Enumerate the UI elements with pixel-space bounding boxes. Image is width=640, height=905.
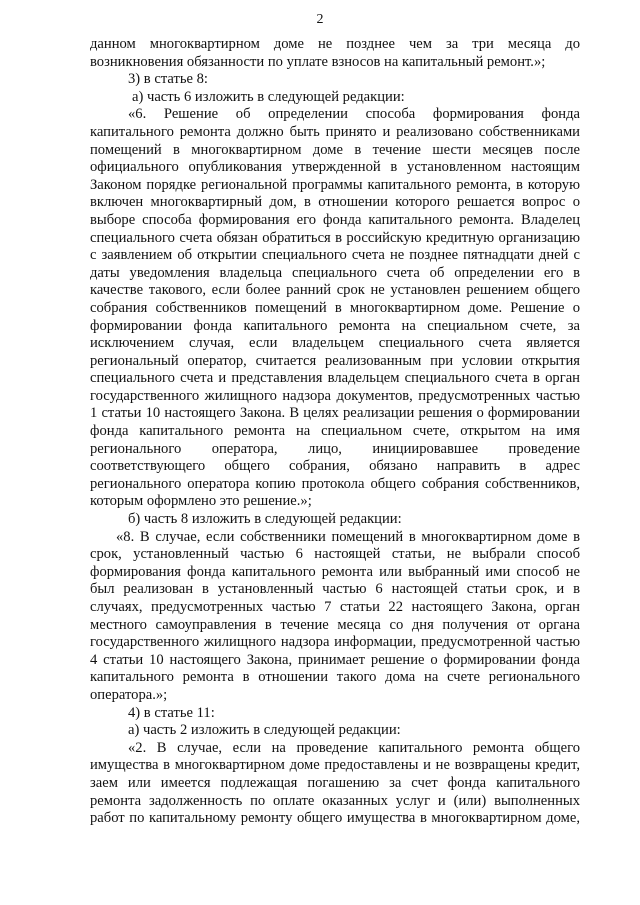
text-line — [90, 740, 580, 758]
text-line-content: имущества в многоквартирном доме предоставлены и не возвращены кредит, — [90, 757, 580, 774]
text-line-content: выборе способа формирования его фонда капитального ремонта. Владелец — [90, 211, 580, 228]
text-line — [90, 353, 580, 371]
page-number: 2 — [316, 12, 324, 27]
text-line — [90, 300, 580, 318]
text-line-content: Законом порядке региональной программы капитального ремонта, в которую — [90, 176, 580, 193]
text-line — [90, 775, 580, 793]
text-line-content: капитального ремонта должно быть принято и реализовано собственниками — [90, 123, 580, 140]
text-line-content: местного самоуправления в течение месяца со дня получения от органа — [90, 616, 580, 633]
text-line-content: качестве такового, если более ранний срок не установлен решением общего — [90, 282, 580, 299]
text-line-content: заем или имеется подлежащая погашению за счет фонда капитального — [90, 774, 580, 791]
text-line-content: капитального ремонта в отношении такого дома на счете регионального — [90, 669, 580, 686]
text-line — [90, 652, 580, 670]
text-line — [90, 106, 580, 124]
text-line — [90, 230, 580, 248]
text-line: оператора.»; — [90, 686, 168, 703]
text-line-content: исключением случая, если владельцем специального счета является — [90, 335, 580, 352]
text-line — [90, 335, 580, 353]
text-line-content: государственного жилищного надзора документов, предусмотренных частью — [90, 387, 580, 404]
text-line-content: даты уведомления владельца специального счета об определении его в — [90, 264, 580, 281]
text-line: а) часть 6 изложить в следующей редакции: — [132, 88, 405, 105]
text-line — [90, 581, 580, 599]
text-line — [90, 124, 580, 142]
text-line — [90, 318, 580, 336]
text-line-content: был реализован в установленный частью 6 настоящей статьи срок, и в — [90, 581, 580, 598]
text-line — [90, 159, 580, 177]
text-line-content: включен многоквартирный дом, в отношении которого решается вопрос о — [90, 194, 580, 211]
text-line — [90, 212, 580, 230]
text-line-content: «2. В случае, если на проведение капитального ремонта общего — [128, 739, 580, 756]
text-line-content: случаях, предусмотренных частью 7 статьи 22 настоящего Закона, орган — [90, 599, 580, 615]
text-line — [90, 757, 580, 775]
text-line — [90, 634, 580, 652]
text-line-content: ремонта задолженность по оплате оказанных услуг и (или) выполненных — [90, 792, 580, 809]
text-line-content: государственного жилищного надзора информации, предусмотренной частью — [90, 634, 580, 651]
text-line — [90, 370, 580, 388]
text-line-content: «6. Решение об определении способа формирования фонда — [128, 106, 580, 123]
text-line: 4) в статье 11: — [128, 704, 215, 721]
text-line-content: с заявлением об открытии специального счета не позднее пятнадцати дней с — [90, 247, 580, 264]
text-line — [90, 546, 580, 564]
text-line — [90, 177, 580, 195]
document-body — [90, 36, 580, 828]
text-line-content: собрания собственников помещений в многоквартирном доме. Решение о — [90, 299, 580, 316]
text-line — [90, 669, 580, 687]
text-line-content: регионального оператора, лицо, инициировавшее проведение — [90, 440, 580, 457]
text-line-content: официального опубликования утвержденной в установленном настоящим — [90, 159, 580, 176]
text-line — [90, 388, 580, 406]
text-line-content: «8. В случае, если собственники помещений в многоквартирном доме в — [116, 528, 580, 545]
text-line — [90, 282, 580, 300]
text-line — [90, 810, 580, 828]
text-line — [90, 793, 580, 811]
text-line-content: формирования фонда капитального ремонта или выбранный ими способ не — [90, 563, 580, 580]
text-line — [90, 142, 580, 160]
text-line-content: регионального оператора копию протокола общего собрания собственников, — [90, 475, 580, 492]
text-line-content: срок, установленный частью 6 настоящей статьи, не выбрали способ — [90, 546, 580, 563]
text-line — [90, 599, 580, 617]
text-line-content: региональный оператор, считается реализованным при условии открытия — [90, 352, 580, 369]
text-line — [90, 247, 580, 265]
text-line: 3) в статье 8: — [128, 71, 208, 88]
text-line-content: специального счета и представления владельцем специального счета в орган — [90, 370, 580, 387]
text-line — [90, 194, 580, 212]
text-line — [90, 617, 580, 635]
text-line-content: формировании фонда капитального ремонта на специальном счете, за — [90, 317, 580, 334]
text-line-content: 1 статьи 10 настоящего Закона. В целях реализации решения о формировании — [90, 405, 580, 422]
text-line — [90, 564, 580, 582]
text-line-content: работ по капитальному ремонту общего имущества в многоквартирном доме, — [90, 810, 580, 827]
text-line-content: соответствующего общего собрания, обязано направить в адрес — [90, 458, 580, 475]
text-line-content: данном многоквартирном доме не позднее чем за три месяца до — [90, 36, 580, 52]
text-line: возникновения обязанности по уплате взносов на капитальный ремонт.»; — [90, 53, 546, 70]
text-line — [90, 405, 580, 423]
text-line: которым оформлено это решение.»; — [90, 493, 312, 510]
text-line — [90, 265, 580, 283]
text-line — [90, 476, 580, 494]
text-line-content: фонда капитального ремонта на специальном счете, открытом на имя — [90, 423, 580, 440]
text-line-content: 4 статьи 10 настоящего Закона, принимает решение о формировании фонда — [90, 651, 580, 668]
text-line — [90, 441, 580, 459]
text-line-content: специального счета обязан обратиться в российскую кредитную организацию — [90, 229, 580, 246]
text-line — [90, 423, 580, 441]
text-line-content: помещений в многоквартирном доме в течение шести месяцев после — [90, 141, 580, 158]
text-line: б) часть 8 изложить в следующей редакции: — [128, 511, 402, 528]
text-line — [90, 458, 580, 476]
text-line — [90, 529, 580, 547]
text-line: а) часть 2 изложить в следующей редакции: — [128, 722, 401, 739]
text-line — [90, 36, 580, 54]
